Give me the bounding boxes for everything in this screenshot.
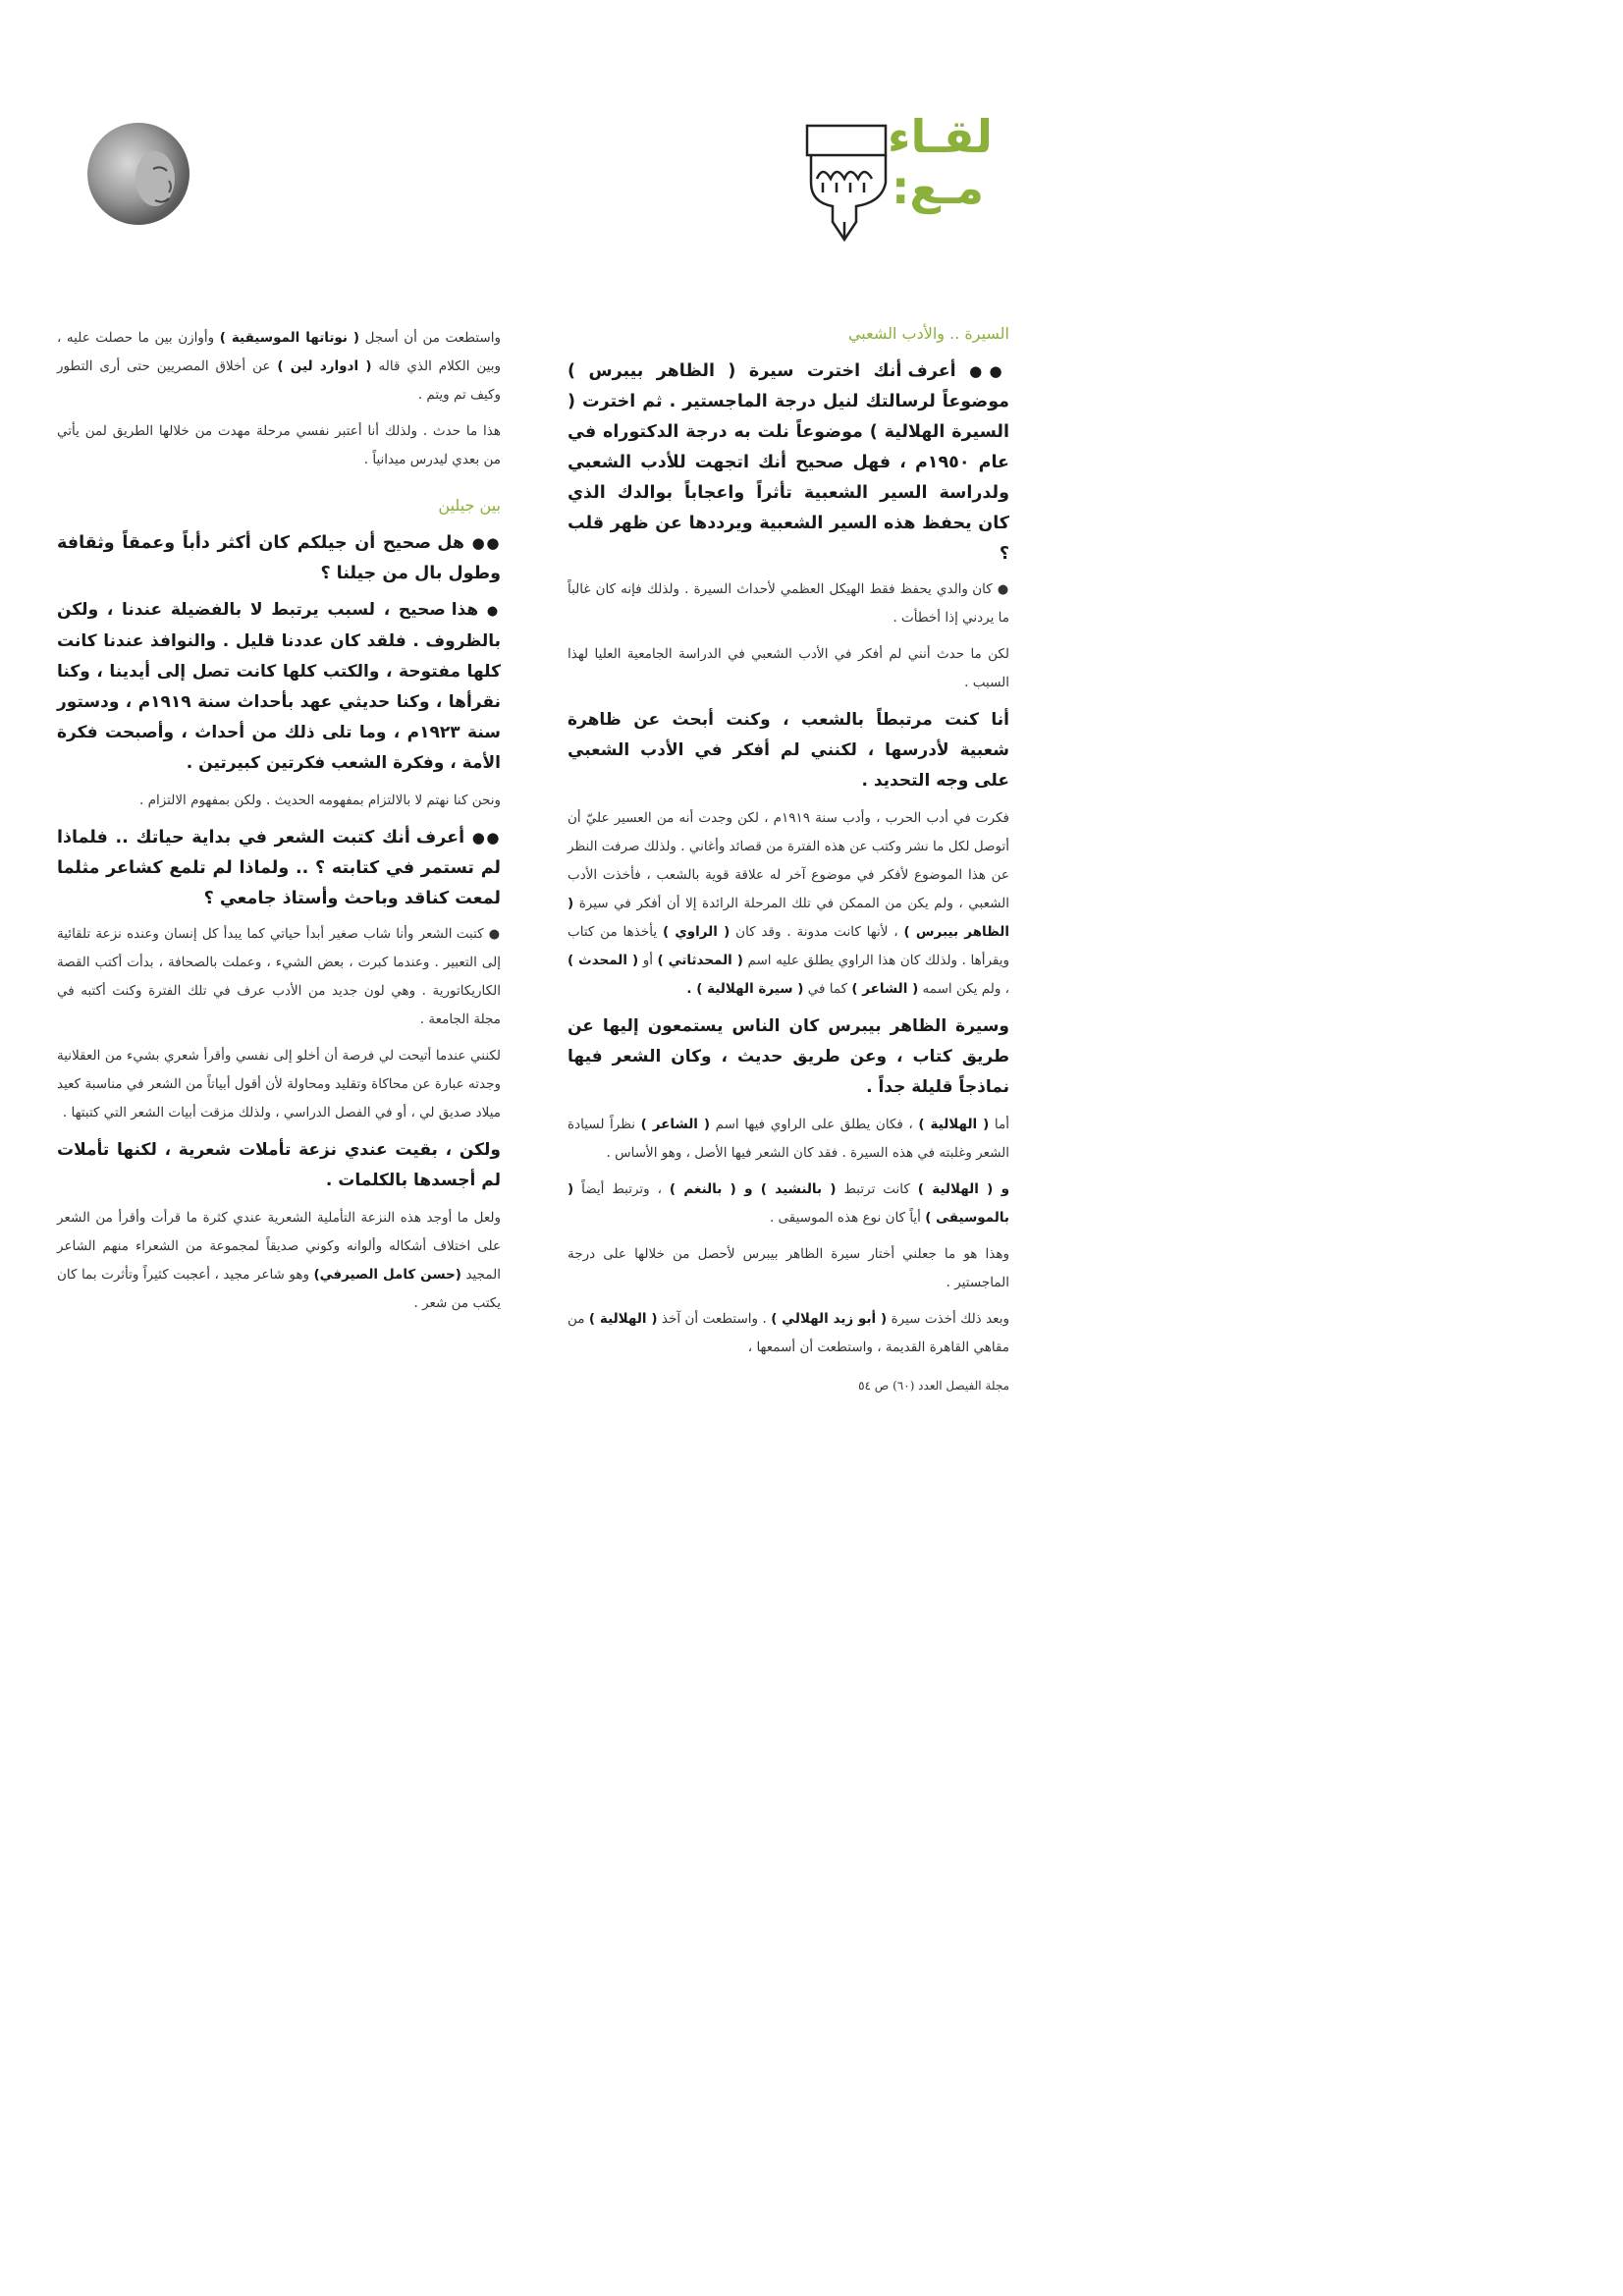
answer-10 xyxy=(57,920,501,1034)
question-3-text: أعرف أنك كتبت الشعر في بداية حياتك .. فلماذا لم تستمر في كتابته ؟ .. ولماذا لم تلمع كشاعر مثلما لمعت كناقد وباحث وأستاذ جامعي ؟ xyxy=(57,828,501,908)
emphasis-hilaliya: ( سيرة الهلالية ) . xyxy=(686,981,804,997)
answer-7 xyxy=(568,1305,1009,1362)
answer-4 xyxy=(568,1111,1009,1168)
answer-5-part: ، وترتبط أيضاً xyxy=(581,1181,662,1197)
answer-4-part: نظراً لسيادة الشعر وغلبته في هذه السيرة . فقد كان الشعر فيها الأصل ، وهو الأساس . xyxy=(568,1117,1009,1161)
answer-12-part: ولعل ما أوجد هذه النزعة التأملية الشعرية عندي كثرة ما قرأت وأقرأ من الشعر على اختلاف أشكاله وألوانه وكوني صديقاً لمجموعة من الشعراء منهم الشاعر المجيد xyxy=(57,1210,501,1283)
answer-1 xyxy=(568,575,1009,632)
answer-9: ونحن كنا نهتم لا بالالتزام بمفهومه الحديث . ولكن بمفهوم الالتزام . xyxy=(139,793,501,808)
answer-12-part: وهو شاعر مجيد ، أعجبت كثيراً وتأثرت بما كان يكتب من شعر . xyxy=(57,1267,501,1311)
hand-pen-icon xyxy=(803,124,892,244)
emphasis-edward-lane: ( ادوارد لين ) xyxy=(277,358,372,374)
answer-3-part: أو xyxy=(642,953,653,968)
question-1-text: أعرف أنك اخترت سيرة ( الظاهر بيبرس ) موضوعاً لرسالتك لنيل درجة الماجستير . ثم اخترت ( السيرة الهلالية ) موضوعاً نلت به درجة الدكتوراه في عام ١٩٥٠م ، فهل صحيح أنك اتجهت للأدب الشعبي ولدراسة السير الشعبية تأثراً واعجاباً بوالدك الذي كان يحفظ هذه السير الشعبية ويرددها عن ظهر قلب ؟ xyxy=(568,361,1009,564)
answer-4-part: أما xyxy=(994,1117,1009,1132)
emphasis-shaer: ( الشاعر ) xyxy=(640,1117,711,1132)
magazine-page xyxy=(0,0,1083,1532)
answer-7-part: من مقاهي القاهرة القديمة ، واستطعت أن أسمعها ، xyxy=(568,1311,1009,1355)
bold-statement-3-text: هذا صحيح ، لسبب يرتبط لا بالفضيلة عندنا ، ولكن بالظروف . فلقد كان عددنا قليل . والنوافذ عندنا كانت كلها مفتوحة ، والكتب كلها كانت تصل إلى أيدينا ، وكنا نقرأها ، وكنا حديثي عهد بأحداث سنة ١٩١٩م ، ودستور سنة ١٩٢٣م ، وما تلى ذلك من أحداث ، وأصبحت فكرة الأمة ، وفكرة الشعب فكرتين كبيرتين . xyxy=(57,600,501,773)
answer-12 xyxy=(57,1204,501,1318)
bold-statement-2: وسيرة الظاهر بيبرس كان الناس يستمعون إليها عن طريق كتاب ، وعن طريق حديث ، وكان الشعر فيها نماذجاً قليلة جداً . xyxy=(568,1016,1009,1097)
bold-statement-1: أنا كنت مرتبطاً بالشعب ، وكنت أبحث عن ظاهرة شعبية لأدرسها ، لكنني لم أفكر في الأدب الشعبي على وجه التحديد . xyxy=(568,710,1009,791)
answer-11: لكنني عندما أتيحت لي فرصة أن أخلو إلى نفسي وأقرأ شعري بشيء من العقلانية وجدته عبارة عن محاكاة وتقليد ومحاولة لأن أقول أبياتاً من الشعر في مناسبة كعيد ميلاد صديق لي ، أو في الفصل الدراسي ، ولذلك مزقت أبيات الشعر التي كتبتها . xyxy=(57,1048,501,1121)
bold-statement-3 xyxy=(57,595,501,779)
answer-3-part: كما في xyxy=(807,981,848,997)
answer-2: لكن ما حدث أنني لم أفكر في الأدب الشعبي في الدراسة الجامعية العليا لهذا السبب . xyxy=(568,646,1009,690)
page-footer: مجلة الفيصل العدد (٦٠) ص ٥٤ xyxy=(858,1379,1009,1393)
answer-3-part: يأخذها من كتاب ويقرأها . ولذلك كان هذا الراوي يطلق عليه اسم xyxy=(568,924,1010,968)
emphasis-baybars: ( الظاهر بيبرس ) xyxy=(568,896,1009,940)
answer-7-part: . واستطعت أن آخذ xyxy=(661,1311,767,1327)
portrait-photo xyxy=(84,120,192,228)
bullet-icon: ● xyxy=(997,582,1009,597)
answer-7-part: وبعد ذلك أخذت سيرة xyxy=(891,1311,1009,1327)
emphasis-muhaddathati: ( المحدثاتي ) xyxy=(657,953,743,968)
double-bullet-icon: ●● xyxy=(969,362,1009,380)
answer-5-part: أياً كان نوع هذه الموسيقى . xyxy=(769,1210,921,1226)
bullet-icon: ● xyxy=(488,927,502,942)
bullet-icon: ● xyxy=(486,604,502,619)
question-2 xyxy=(57,528,501,589)
answer-4-part: ، فكان يطلق على الراوي فيها اسم xyxy=(715,1117,913,1132)
paragraph-1-part: عن أخلاق المصريين حتى أرى التطور وكيف تم ويتم . xyxy=(57,358,501,403)
paragraph-1-part: وأوازن بين ما حصلت عليه ، وبين الكلام الذي قاله xyxy=(57,330,501,374)
interview-logo xyxy=(803,110,996,242)
answer-6: وهذا هو ما جعلني أختار سيرة الظاهر بيبرس لأحصل من خلالها على درجة الماجستير . xyxy=(568,1246,1009,1290)
double-bullet-icon: ●● xyxy=(471,829,501,847)
answer-3-part: ، لأنها كانت مدونة . وقد كان xyxy=(735,924,898,940)
answer-1-text: كان والدي يحفظ فقط الهيكل العظمي لأحداث السيرة . ولذلك فإنه كان غالباً ما يردني إذا أخطأت . xyxy=(568,581,1009,626)
left-column xyxy=(57,324,501,1326)
question-2-text: هل صحيح أن جيلكم كان أكثر دأباً وعمقاً وثقافة وطول بال من جيلنا ؟ xyxy=(57,533,501,583)
question-3 xyxy=(57,823,501,914)
emphasis-notat: ( نوتاتها الموسيقية ) xyxy=(219,330,360,346)
logo-word-liqaa: لقـاء xyxy=(888,110,993,163)
paragraph-1-part: واستطعت من أن أسجل xyxy=(364,330,502,346)
answer-3-part: ، ولم يكن اسمه xyxy=(922,981,1009,997)
double-bullet-icon: ●● xyxy=(471,534,501,552)
emphasis-hilaliya: ( الهلالية ) xyxy=(588,1311,658,1327)
emphasis-shaer: ( الشاعر ) xyxy=(851,981,919,997)
emphasis-muhaddith: ( المحدث ) xyxy=(568,953,639,968)
paragraph-2: هذا ما حدث . ولذلك أنا أعتبر نفسي مرحلة مهدت من خلالها الطريق لمن يأتي من بعدي ليدرس ميدانياً . xyxy=(57,423,501,467)
paragraph-1 xyxy=(57,324,501,410)
section-title-bayn-jilayn: بين جيلين xyxy=(438,496,501,515)
answer-3 xyxy=(568,804,1009,1004)
answer-5-part: كانت ترتبط xyxy=(843,1181,910,1197)
bold-statement-4: ولكن ، بقيت عندي نزعة تأملات شعرية ، لكنها تأملات لم أجسدها بالكلمات . xyxy=(57,1140,501,1190)
emphasis-musiqa: ( بالموسيقى ) xyxy=(568,1181,1009,1226)
emphasis-hassan-kamel: (حسن كامل الصيرفي) xyxy=(313,1267,461,1283)
question-1 xyxy=(568,356,1009,570)
emphasis-hilaliya: ( الهلالية ) xyxy=(918,1117,990,1132)
section-title-sira: السيرة .. والأدب الشعبي xyxy=(847,324,1009,343)
emphasis-abu-zeid: ( أبو زيد الهلالي ) xyxy=(771,1311,888,1327)
right-column xyxy=(568,324,1009,1370)
emphasis-nashid-naghm: ( بالنشيد ) و ( بالنغم ) xyxy=(669,1181,837,1197)
emphasis-hilaliya: و ( الهلالية ) xyxy=(917,1181,1010,1197)
answer-5 xyxy=(568,1175,1009,1232)
emphasis-rawi: ( الراوي ) xyxy=(662,924,730,940)
answer-3-part: فكرت في أدب الحرب ، وأدب سنة ١٩١٩م ، لكن وجدت أنه من العسير عليّ أن أتوصل لكل ما نشر وكتب عن هذه الفترة من قصائد وأغاني . ولذلك صرفت النظر عن هذا الموضوع لأفكر في موضوع آخر له علاقة قوية بالشعب ، فأخذت الأدب الشعبي ، ولم يكن من الممكن في تلك المرحلة الرائدة إلا أن أفكر في سيرة xyxy=(568,810,1010,911)
logo-word-maa: مـع: xyxy=(892,161,985,214)
answer-10-text: كتبت الشعر وأنا شاب صغير أبدأ حياتي كما يبدأ كل إنسان وعنده نزعة تلقائية إلى التعبير . وعندما كبرت ، بعض الشيء ، وعملت بالصحافة ، بدأت أكتب القصة الكاريكاتورية . وهي لون جديد من الأدب عرف في تلك الفترة وكنت أكتبه في مجلة الجامعة . xyxy=(57,926,501,1027)
